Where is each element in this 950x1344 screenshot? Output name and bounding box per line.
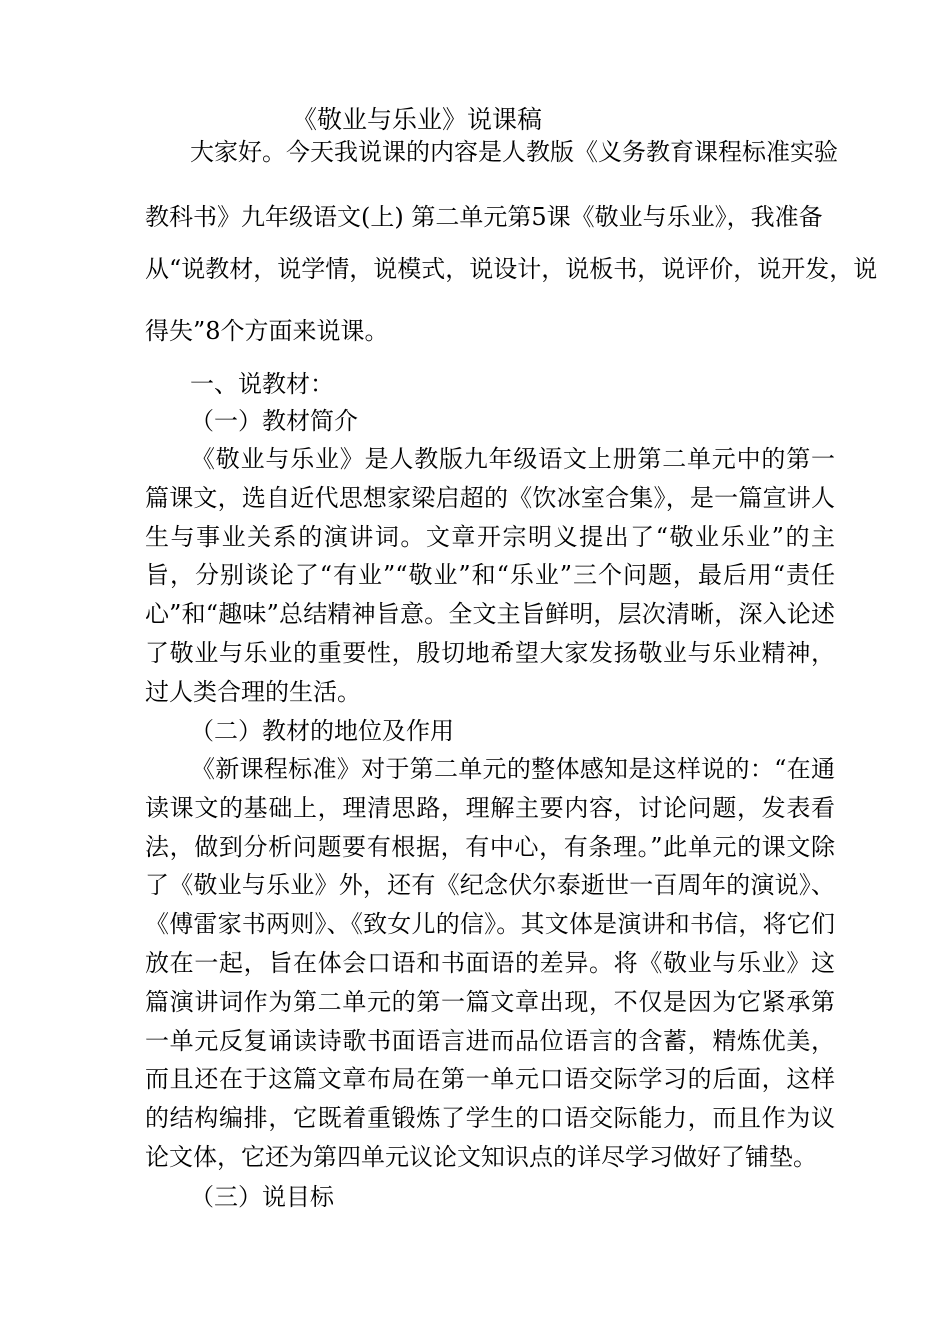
paragraph-textbook-intro: 《敬业与乐业》是人教版九年级语文上册第二单元中的第一篇课文，选自近代思想家梁启超的《饮冰室合集》，是一篇宣讲人生与事业关系的演讲词。文章开宗明义提出了“敬业乐业”的主旨，分别谈论了“有业”“敬业”和“乐业”三个问题，最后用“责任心”和“趣味”总结精神旨意。全文主旨鲜明，层次清晰，深入论述了敬业与乐业的重要性，殷切地希望大家发扬敬业与乐业精神，过人类合理的生活。 bbox=[145, 445, 835, 706]
subheading-objectives: （三）说目标 bbox=[190, 1183, 334, 1211]
section-heading-textbook: 一、说教材： bbox=[190, 370, 334, 398]
intro-line-3: 从“说教材，说学情，说模式，说设计，说板书，说评价，说开发，说 bbox=[145, 255, 878, 283]
subheading-textbook-intro: （一）教材简介 bbox=[190, 407, 358, 435]
document-title: 《敬业与乐业》说课稿 bbox=[292, 105, 543, 134]
subheading-textbook-role: （二）教材的地位及作用 bbox=[190, 717, 454, 745]
intro-line-1: 大家好。今天我说课的内容是人教版《义务教育课程标准实验 bbox=[190, 138, 838, 166]
intro-line-2: 教科书》九年级语文(上) 第二单元第5课《敬业与乐业》，我准备 bbox=[145, 203, 823, 231]
paragraph-textbook-role: 《新课程标准》对于第二单元的整体感知是这样说的：“在通读课文的基础上，理清思路，理解主要内容，讨论问题，发表看法，做到分析问题要有根据，有中心，有条理。”此单元的课文除了《敬业与乐业》外，还有《纪念伏尔泰逝世一百周年的演说》、《傅雷家书两则》、《致女儿的信》。其文体是演讲和书信，将它们放在一起，旨在体会口语和书面语的差异。将《敬业与乐业》这篇演讲词作为第二单元的第一篇文章出现，不仅是因为它紧承第一单元反复诵读诗歌书面语言进而品位语言的含蓄，精炼优美，而且还在于这篇文章布局在第一单元口语交际学习的后面，这样的结构编排，它既着重锻炼了学生的口语交际能力，而且作为议论文体，它还为第四单元议论文知识点的详尽学习做好了铺垫。 bbox=[145, 755, 835, 1171]
intro-line-4: 得失”8个方面来说课。 bbox=[145, 317, 389, 345]
